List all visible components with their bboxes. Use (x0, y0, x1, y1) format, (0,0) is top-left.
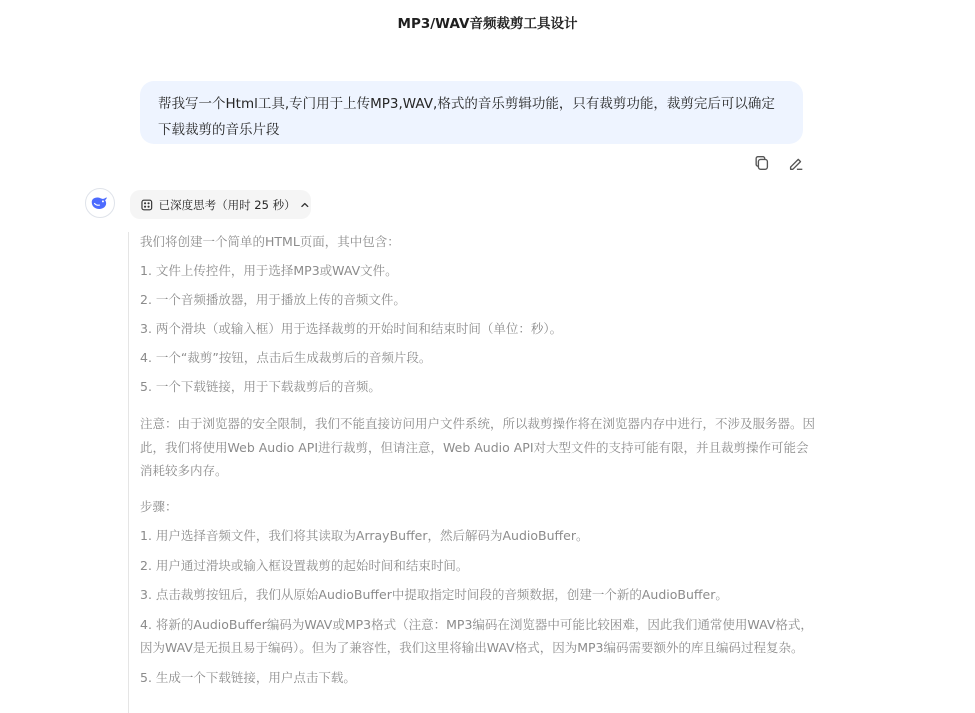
edit-icon[interactable] (786, 153, 806, 173)
list-item: 5. 一个下载链接，用于下载裁剪后的音频。 (140, 379, 381, 394)
steps-title: 步骤： (140, 498, 178, 514)
thinking-intro: 我们将创建一个简单的HTML页面，其中包含： (140, 234, 400, 249)
thinking-label: 已深度思考（用时 25 秒） (158, 197, 296, 212)
user-message-bubble: 帮我写一个Html工具,专门用于上传MP3,WAV,格式的音乐剪辑功能，只有裁剪功能，裁剪完后可以确定下载裁剪的音乐片段 (140, 81, 803, 144)
thinking-content (128, 232, 818, 713)
list-item: 3. 点击裁剪按钮后，我们从原始AudioBuffer中提取指定时间段的音频数据，创建一个新的AudioBuffer。 (140, 587, 728, 602)
thinking-toggle[interactable] (130, 190, 311, 219)
page-title: MP3/WAV音频裁剪工具设计 (397, 16, 578, 32)
list-item: 5. 生成一个下载链接，用户点击下载。 (140, 669, 356, 685)
list-item: 4. 一个“裁剪”按钮，点击后生成裁剪后的音频片段。 (140, 350, 432, 365)
list-item: 3. 两个滑块（或输入框）用于选择裁剪的开始时间和结束时间（单位：秒）。 (140, 321, 563, 336)
list-item: 1. 用户选择音频文件，我们将其读取为ArrayBuffer，然后解码为AudioBuffer。 (140, 528, 589, 543)
chevron-up-icon (299, 199, 311, 211)
list-item: 2. 一个音频播放器，用于播放上传的音频文件。 (140, 292, 406, 307)
message-actions (752, 153, 806, 173)
list-item: 4. 将新的AudioBuffer编码为WAV或MP3格式（注意：MP3编码在浏览器中可能比较困难，因此我们通常使用WAV格式，因为WAV是无损且易于编码）。但为了兼容性，我们这里将输出WAV格式，因为MP3编码需要额外的库且编码过程复杂。 (140, 616, 813, 655)
list-item: 2. 用户通过滑块或输入框设置裁剪的起始时间和结束时间。 (140, 557, 469, 573)
copy-icon[interactable] (752, 153, 772, 173)
list-item: 1. 文件上传控件，用于选择MP3或WAV文件。 (140, 263, 398, 278)
assistant-avatar (85, 188, 115, 218)
thinking-icon (141, 199, 153, 211)
thinking-note: 注意：由于浏览器的安全限制，我们不能直接访问用户文件系统，所以裁剪操作将在浏览器内存中进行，不涉及服务器。因此，我们将使用Web Audio API进行裁剪，但请注意，Web Audio API对大型文件的支持可能有限，并且裁剪操作可能会消耗较多内存。 (140, 416, 816, 478)
whale-logo-icon (89, 192, 111, 214)
